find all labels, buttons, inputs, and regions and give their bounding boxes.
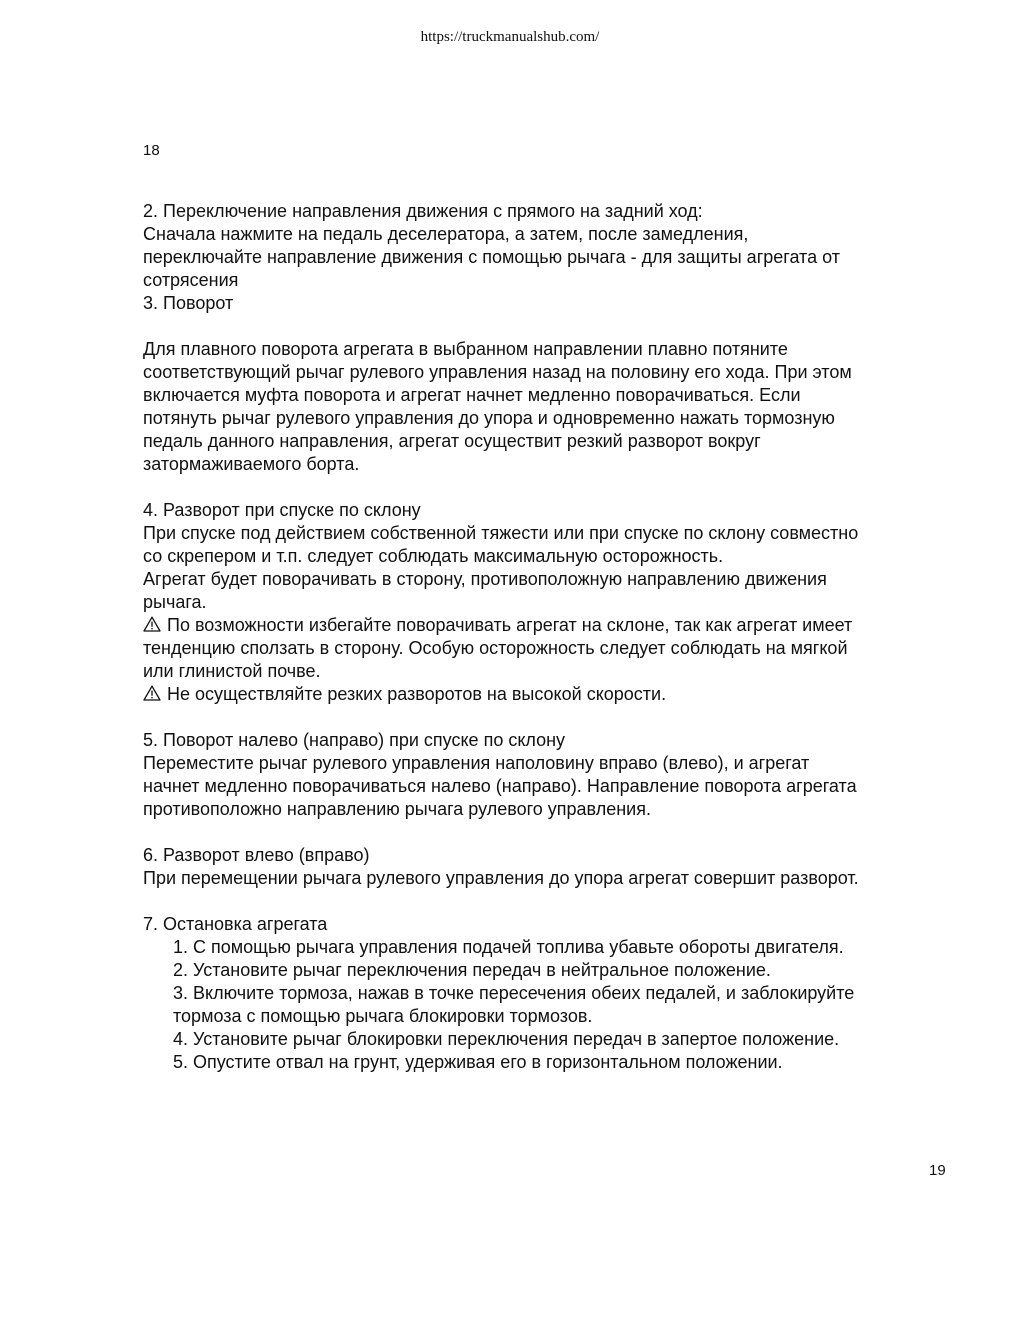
warning-line: или глинистой почве. <box>143 661 321 681</box>
warning-triangle-icon <box>143 616 161 632</box>
section-2-line: Сначала нажмите на педаль деселератора, а затем, после замедления, <box>143 224 749 244</box>
section-4-line: со скрепером и т.п. следует соблюдать максимальную осторожность. <box>143 546 724 566</box>
warning-text: Не осуществляйте резких разворотов на высокой скорости. <box>167 684 667 704</box>
section-3-title: 3. Поворот <box>143 293 234 313</box>
section-7-step: 3. Включите тормоза, нажав в точке пересечения обеих педалей, и заблокируйте <box>173 983 855 1003</box>
section-4-title: 4. Разворот при спуске по склону <box>143 500 421 520</box>
warning-triangle-icon <box>143 685 161 701</box>
section-2-line: сотрясения <box>143 270 239 290</box>
section-2-title: 2. Переключение направления движения с прямого на задний ход: <box>143 201 703 221</box>
warning-line <box>143 614 953 637</box>
section-3-line: включается муфта поворота и агрегат начнет медленно поворачиваться. Если <box>143 385 801 405</box>
section-2-line: переключайте направление движения с помощью рычага - для защиты агрегата от <box>143 247 840 267</box>
section-4-line: рычага. <box>143 592 207 612</box>
section-5-line: противоположно направлению рычага рулевого управления. <box>143 799 651 819</box>
section-7-step: 5. Опустите отвал на грунт, удерживая его в горизонтальном положении. <box>173 1052 783 1072</box>
section-4-line: Агрегат будет поворачивать в сторону, противоположную направлению движения <box>143 569 827 589</box>
section-6-line: При перемещении рычага рулевого управления до упора агрегат совершит разворот. <box>143 868 859 888</box>
page-number-top: 18 <box>143 142 160 159</box>
section-3-line: потянуть рычаг рулевого управления до упора и одновременно нажать тормозную <box>143 408 835 428</box>
warning-line: тенденцию сползать в сторону. Особую осторожность следует соблюдать на мягкой <box>143 638 848 658</box>
section-7-step: 1. С помощью рычага управления подачей топлива убавьте обороты двигателя. <box>173 937 844 957</box>
section-5-title: 5. Поворот налево (направо) при спуске по склону <box>143 730 566 750</box>
section-7-title: 7. Остановка агрегата <box>143 914 328 934</box>
page-body <box>143 200 953 1074</box>
section-3-line: Для плавного поворота агрегата в выбранном направлении плавно потяните <box>143 339 788 359</box>
section-7-step: 4. Установите рычаг блокировки переключения передач в запертое положение. <box>173 1029 840 1049</box>
section-4-line: При спуске под действием собственной тяжести или при спуске по склону совместно <box>143 523 859 543</box>
source-url[interactable]: https://truckmanualshub.com/ <box>420 29 600 45</box>
section-3-line: затормаживаемого борта. <box>143 454 360 474</box>
warning-line <box>143 683 953 706</box>
section-5-line: Переместите рычаг рулевого управления наполовину вправо (влево), и агрегат <box>143 753 810 773</box>
warning-text: По возможности избегайте поворачивать агрегат на склоне, так как агрегат имеет <box>167 615 853 635</box>
page-number-bottom: 19 <box>929 1162 946 1179</box>
section-3-line: соответствующий рычаг рулевого управления назад на половину его хода. При этом <box>143 362 852 382</box>
section-6-title: 6. Разворот влево (вправо) <box>143 845 370 865</box>
section-7-step: 2. Установите рычаг переключения передач в нейтральное положение. <box>173 960 771 980</box>
section-3-line: педаль данного направления, агрегат осуществит резкий разворот вокруг <box>143 431 761 451</box>
section-5-line: начнет медленно поворачиваться налево (направо). Направление поворота агрегата <box>143 776 857 796</box>
section-7-step: тормоза с помощью рычага блокировки тормозов. <box>173 1006 593 1026</box>
